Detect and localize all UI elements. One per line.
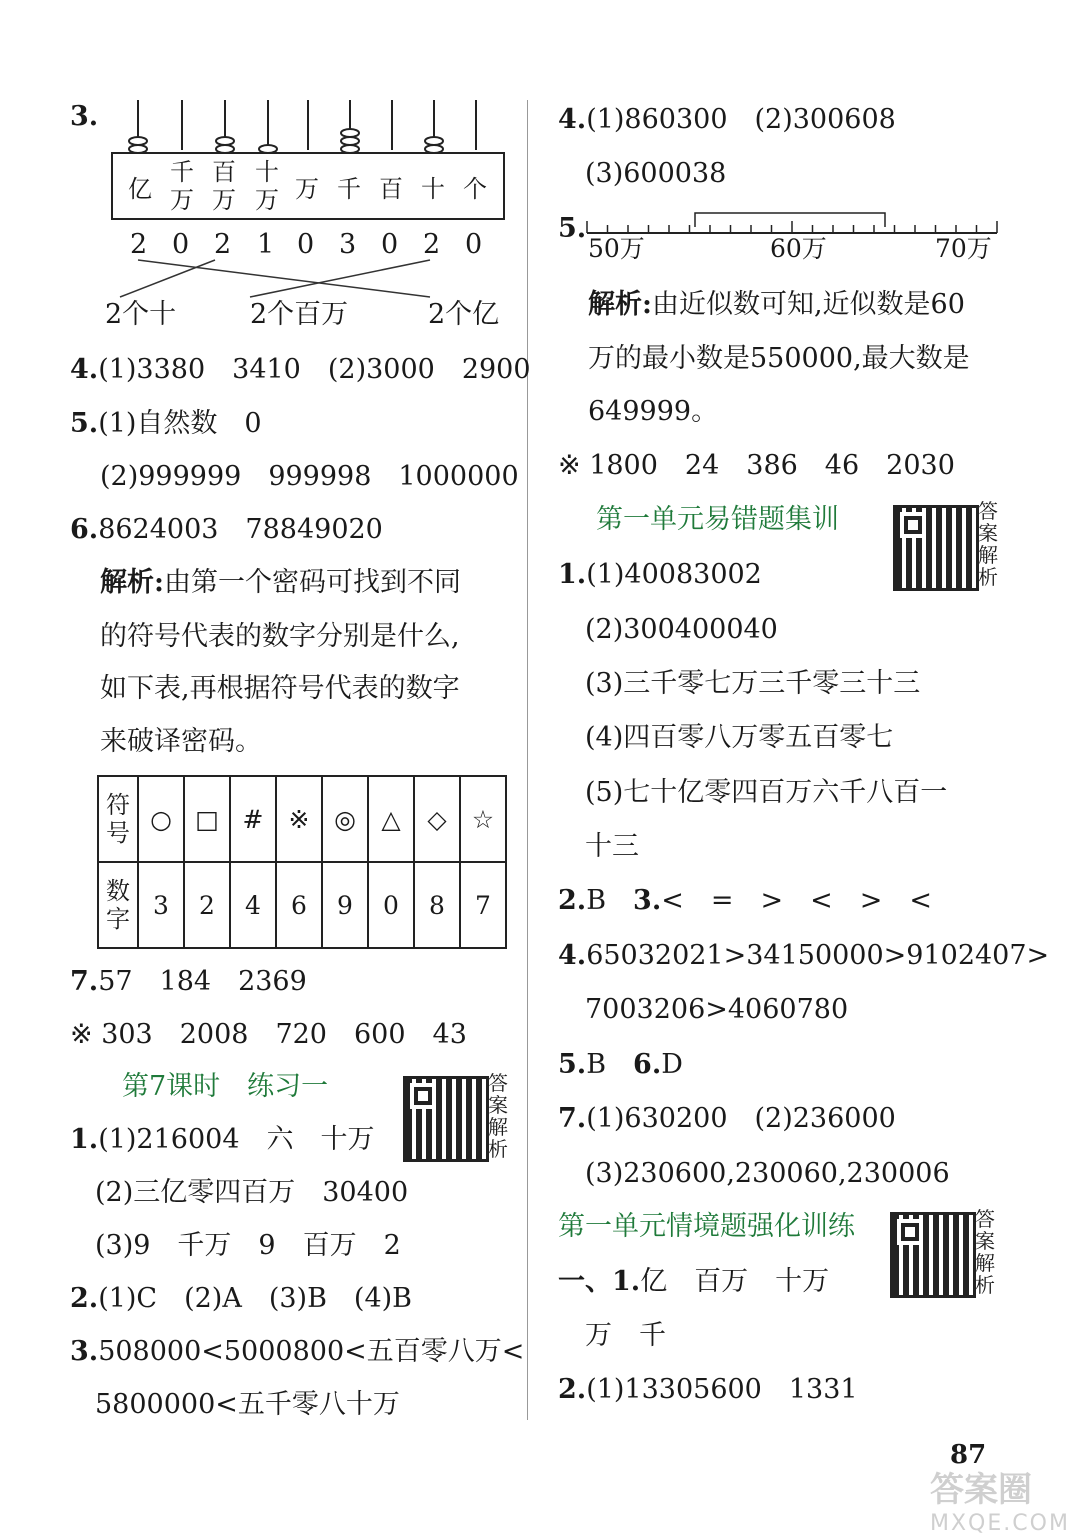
digit-cell: 4 xyxy=(230,862,276,948)
numberline-label: 70万 xyxy=(935,234,992,263)
symbol-cell: ☆ xyxy=(460,776,506,862)
qr-label: 答案解析 xyxy=(975,1207,995,1297)
s1b-answer: (2)三亿零四百万 30400 xyxy=(95,1177,409,1208)
numberline-label: 50万 xyxy=(588,234,645,263)
qr-label: 答案解析 xyxy=(488,1071,508,1161)
e1b: (2)300400040 xyxy=(585,614,778,645)
q4-answer: (1)3380 3410 (2)3000 2900 xyxy=(98,354,531,385)
qr-code[interactable] xyxy=(893,505,979,591)
e5: B xyxy=(586,1049,607,1080)
numberline-label: 60万 xyxy=(770,234,827,263)
e1c: (3)三千零七万三千零三十三 xyxy=(585,668,921,699)
unit-yi: 亿 xyxy=(128,175,152,203)
unit-qianwan: 千 万 xyxy=(170,158,194,214)
e3: < = > < > < xyxy=(661,885,932,916)
symbol-table xyxy=(97,775,507,949)
s3-answer: 508000<5000800<五百零八万< xyxy=(98,1336,525,1367)
unit-qian: 千 xyxy=(337,175,361,203)
e1d: (4)四百零八万零五百零七 xyxy=(585,722,894,753)
unit-ge: 个 xyxy=(463,175,487,203)
e7a: (1)630200 (2)236000 xyxy=(586,1103,896,1134)
qr-code[interactable] xyxy=(403,1076,489,1162)
page-number: 87 xyxy=(950,1440,987,1470)
q3-number: 3. xyxy=(70,101,99,132)
e4a: 65032021>34150000>9102407> xyxy=(586,940,1050,971)
digit-cell: 8 xyxy=(414,862,460,948)
section-title-context: 第一单元情境题强化训练 xyxy=(558,1211,855,1242)
e4b: 7003206>4060780 xyxy=(585,994,849,1025)
qr-code[interactable] xyxy=(890,1212,976,1298)
abacus-digit: 0 xyxy=(465,229,483,260)
e2: B xyxy=(586,885,607,916)
r-analysis-line: 649999。 xyxy=(588,396,719,427)
section-title-errors: 第一单元易错题集训 xyxy=(596,504,839,535)
digit-cell: 2 xyxy=(184,862,230,948)
s1c-answer: (3)9 千万 9 百万 2 xyxy=(95,1230,401,1261)
r-analysis-line: 由近似数可知,近似数是60 xyxy=(651,289,965,320)
symbol-cell: ◇ xyxy=(414,776,460,862)
f1b: 万 千 xyxy=(585,1320,666,1351)
unit-baiwan: 百 万 xyxy=(212,158,236,214)
symbol-cell: □ xyxy=(184,776,230,862)
f2: (1)13305600 1331 xyxy=(586,1374,858,1405)
s3b-answer: 5800000<五千零八十万 xyxy=(95,1389,400,1420)
digit-cell: 7 xyxy=(460,862,506,948)
s2-answer: (1)C (2)A (3)B (4)B xyxy=(98,1283,413,1314)
abacus-digit: 3 xyxy=(339,229,357,260)
abacus-digit: 0 xyxy=(381,229,399,260)
watermark: 答案圈 MXQE.COM xyxy=(930,1470,1070,1536)
symbol-cell: ○ xyxy=(138,776,184,862)
abacus-digit: 0 xyxy=(297,229,315,260)
column-divider xyxy=(527,100,528,1420)
abacus-digit: 2 xyxy=(423,229,441,260)
symbol-cell: ◎ xyxy=(322,776,368,862)
q5a-answer: (1)自然数 0 xyxy=(98,408,262,439)
table-header-digit: 数字 xyxy=(98,862,138,948)
e7b: (3)230600,230060,230006 xyxy=(585,1158,950,1189)
r-q4a: (1)860300 (2)300608 xyxy=(586,104,896,135)
section-title-lesson7: 第7课时 练习一 xyxy=(122,1071,329,1102)
qr-label: 答案解析 xyxy=(978,499,998,589)
digit-cell: 3 xyxy=(138,862,184,948)
analysis-line: 的符号代表的数字分别是什么, xyxy=(100,621,460,652)
q7-answer: 57 184 2369 xyxy=(98,966,307,997)
star-answer: ※ 303 2008 720 600 43 xyxy=(70,1019,467,1050)
answer-2-yi: 2个亿 xyxy=(428,299,500,330)
symbol-cell: # xyxy=(230,776,276,862)
table-header-symbol: 符号 xyxy=(98,776,138,862)
abacus-digit: 1 xyxy=(257,229,275,260)
r-q5-number: 5. xyxy=(558,213,587,244)
abacus-digit: 2 xyxy=(214,229,232,260)
e1f: 十三 xyxy=(585,831,639,862)
r-analysis-line: 万的最小数是550000,最大数是 xyxy=(588,343,970,374)
matching-lines xyxy=(100,255,520,300)
abacus-digit: 2 xyxy=(130,229,148,260)
answer-2-millions: 2个百万 xyxy=(250,299,349,330)
unit-shiwan: 十 万 xyxy=(255,158,279,214)
r-q4b: (3)600038 xyxy=(585,158,727,189)
analysis-line: 由第一个密码可找到不同 xyxy=(163,567,461,598)
abacus-digit: 0 xyxy=(172,229,190,260)
f1a: 亿 百万 十万 xyxy=(640,1266,830,1297)
e1e: (5)七十亿零四百万六千八百一 xyxy=(585,777,948,808)
s1-answer: (1)216004 六 十万 xyxy=(98,1124,375,1155)
r-analysis-label: 解析: xyxy=(588,289,652,320)
q6-answer: 8624003 78849020 xyxy=(98,514,383,545)
unit-bai: 百 xyxy=(379,175,403,203)
unit-shi: 十 xyxy=(421,175,445,203)
e1a: (1)40083002 xyxy=(586,559,762,590)
unit-wan: 万 xyxy=(295,175,319,203)
analysis-line: 来破译密码。 xyxy=(100,726,262,757)
symbol-cell: △ xyxy=(368,776,414,862)
digit-cell: 6 xyxy=(276,862,322,948)
digit-cell: 9 xyxy=(322,862,368,948)
analysis-label: 解析: xyxy=(100,567,164,598)
symbol-cell: ※ xyxy=(276,776,322,862)
digit-cell: 0 xyxy=(368,862,414,948)
answer-2-tens: 2个十 xyxy=(105,299,177,330)
r-star-answer: ※ 1800 24 386 46 2030 xyxy=(558,450,955,481)
analysis-line: 如下表,再根据符号代表的数字 xyxy=(100,673,460,704)
q5b-answer: (2)999999 999998 1000000 xyxy=(100,461,519,492)
e6: D xyxy=(661,1049,683,1080)
